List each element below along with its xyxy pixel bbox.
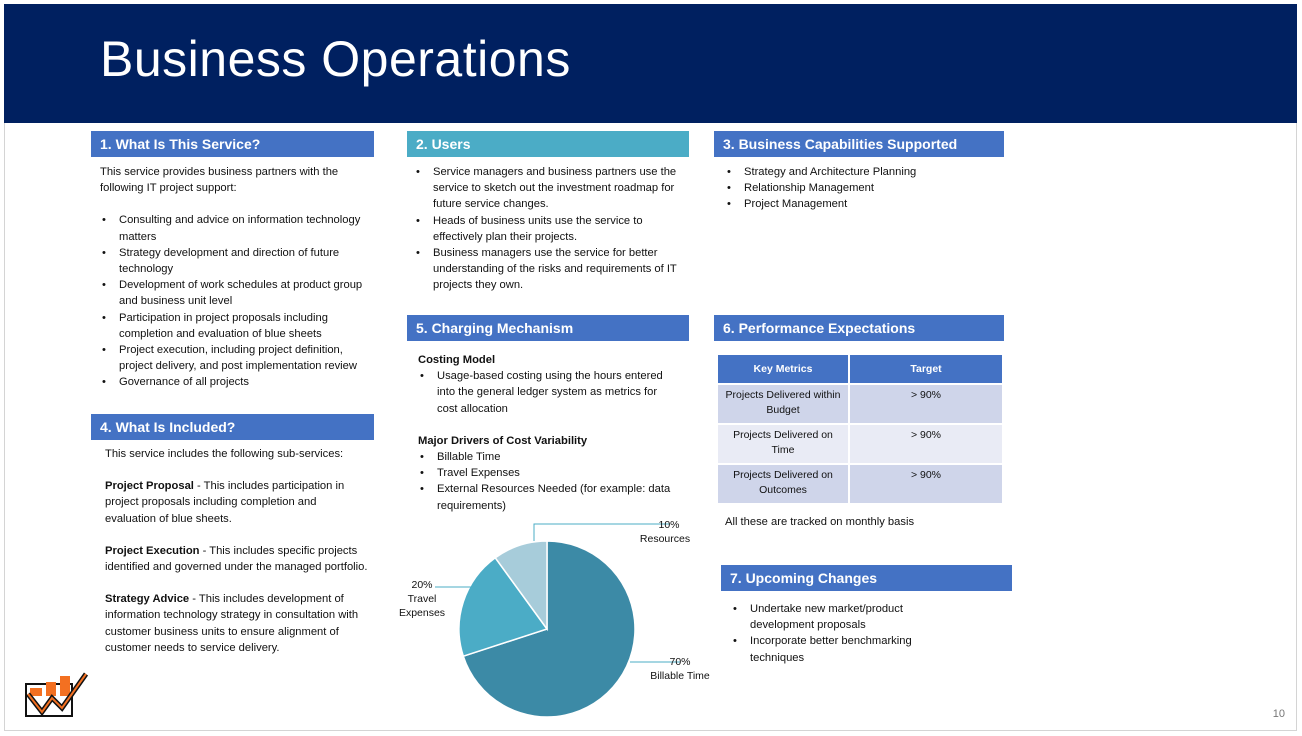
list-item: • Usage-based costing using the hours entered into the general ledger system as metrics for cost allocation (418, 368, 680, 417)
target-cell: > 90% (850, 425, 1002, 463)
section-heading-charging: 5. Charging Mechanism (407, 315, 689, 341)
section3-content (725, 164, 1000, 213)
list-item: • Consulting and advice on information technology matters (100, 212, 368, 244)
section5-content (418, 352, 680, 514)
target-cell: > 90% (850, 385, 1002, 423)
section-heading-capabilities: 3. Business Capabilities Supported (714, 131, 1004, 157)
section2-content (414, 164, 686, 294)
drivers-list (418, 449, 680, 514)
section-heading-included: 4. What Is Included? (91, 414, 374, 440)
page-title: Business Operations (100, 31, 571, 87)
list-item: • Incorporate better benchmarking techniques (731, 633, 961, 665)
table-row (718, 425, 1002, 463)
section3-list (725, 164, 1000, 213)
section-heading-users: 2. Users (407, 131, 689, 157)
list-item: • Strategy development and direction of future technology (100, 245, 368, 277)
list-item: • Travel Expenses (418, 465, 680, 481)
slice-pct: 70% (669, 656, 691, 668)
section1-intro: This service provides business partners with the following IT project support: (100, 166, 339, 195)
metric-cell: Projects Delivered within Budget (718, 385, 848, 423)
section7-content (731, 601, 961, 666)
table-row (718, 465, 1002, 503)
section1-list (100, 212, 368, 390)
list-item: • Project Management (725, 196, 1000, 212)
costing-model-title: Costing Model (418, 354, 496, 366)
slice-name: Travel Expenses (398, 593, 446, 619)
slice-pct: 20% (411, 579, 433, 591)
subservice-entry (105, 591, 370, 656)
section-heading-what-is-service: 1. What Is This Service? (91, 131, 374, 157)
section4-content (105, 446, 370, 656)
list-item: • Service managers and business partners use the service to sketch out the investment roadmap for future service changes. (414, 164, 686, 213)
slice-label-billable (642, 655, 718, 683)
slice-label-resources (630, 518, 700, 546)
list-item: • External Resources Needed (for example: data requirements) (418, 481, 680, 513)
section7-list (731, 601, 961, 666)
tracking-note: All these are tracked on monthly basis (725, 516, 915, 528)
section-heading-performance: 6. Performance Expectations (714, 315, 1004, 341)
section2-list (414, 164, 686, 294)
list-item: • Project execution, including project definition, project delivery, and post implementation review (100, 342, 368, 374)
metric-cell: Projects Delivered on Outcomes (718, 465, 848, 503)
subservice-name: Strategy Advice (105, 593, 190, 606)
subservice-desc: - This includes participation in project proposals including completion and evaluation of blue sheets. (105, 480, 345, 525)
section4-intro: This service includes the following sub-services: (105, 448, 344, 460)
subservice-entry (105, 478, 370, 527)
list-item: • Heads of business units use the service to effectively plan their projects. (414, 213, 686, 245)
target-cell: > 90% (850, 465, 1002, 503)
slice-label-travel (392, 578, 452, 620)
metric-cell: Projects Delivered on Time (718, 425, 848, 463)
list-item: • Undertake new market/product development proposals (731, 601, 961, 633)
table-header-row (718, 355, 1002, 383)
table-row (718, 385, 1002, 423)
column-header: Target (850, 355, 1002, 383)
column-header: Key Metrics (718, 355, 848, 383)
subservice-name: Project Proposal (105, 480, 194, 493)
list-item: • Governance of all projects (100, 374, 368, 390)
metrics-table (716, 353, 1004, 505)
company-logo-icon (22, 670, 90, 718)
slice-name: Resources (639, 533, 691, 545)
section1-content (100, 164, 368, 391)
list-item: • Participation in project proposals including completion and evaluation of blue sheets (100, 310, 368, 342)
subservice-desc: - This includes specific projects identified and governed under the managed portfolio. (105, 544, 368, 574)
list-item: • Relationship Management (725, 180, 1000, 196)
subservice-name: Project Execution (105, 544, 200, 557)
subservice-desc: - This includes development of information technology strategy in consultation with customer business units to ensure alignment of customer needs to service delivery. (105, 593, 359, 654)
list-item: • Development of work schedules at product group and business unit level (100, 277, 368, 309)
section-heading-upcoming: 7. Upcoming Changes (721, 565, 1012, 591)
subservice-entry (105, 543, 370, 575)
list-item: • Strategy and Architecture Planning (725, 164, 1000, 180)
slice-name: Billable Time (650, 670, 710, 682)
page-number: 10 (1272, 708, 1285, 720)
slice-pct: 10% (658, 519, 680, 531)
list-item: • Business managers use the service for better understanding of the risks and requirements of IT projects they own. (414, 245, 686, 294)
drivers-title: Major Drivers of Cost Variability (418, 434, 588, 447)
list-item: • Billable Time (418, 449, 680, 465)
costing-list (418, 368, 680, 417)
